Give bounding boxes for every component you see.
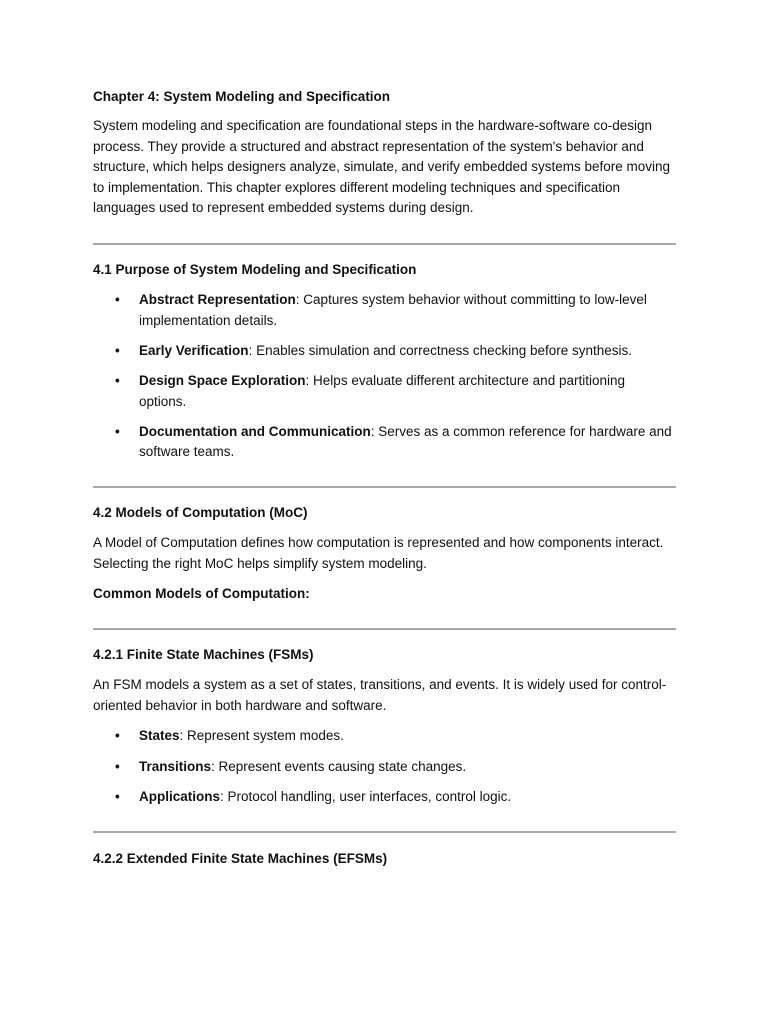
- section-divider: [93, 628, 676, 630]
- bullet-text: : Represent system modes.: [179, 728, 344, 744]
- section-divider: [93, 486, 676, 488]
- section-4-2-paragraph: A Model of Computation defines how computation is represented and how components interact. Selecting the right MoC helps simplify system modeling.: [93, 534, 664, 571]
- section-4-2-1-heading: 4.2.1 Finite State Machines (FSMs): [93, 647, 314, 663]
- section-4-1-bullet-list: [93, 290, 676, 463]
- list-item: [115, 726, 676, 747]
- section-4-2-1-paragraph: An FSM models a system as a set of states, transitions, and events. It is widely used for control-oriented behavior in both hardware and software.: [93, 677, 667, 713]
- bullet-text: : Serves as a common reference for hardware and software teams.: [139, 423, 672, 460]
- common-models-subheading: Common Models of Computation:: [93, 586, 310, 602]
- bullet-term: Documentation and Communication: [139, 423, 371, 439]
- bullet-text: : Protocol handling, user interfaces, control logic.: [220, 789, 512, 805]
- bullet-term: Early Verification: [139, 342, 249, 358]
- section-divider: [93, 243, 676, 245]
- list-item: [115, 422, 676, 463]
- chapter-intro-paragraph: System modeling and specification are foundational steps in the hardware-software co-design process. They provide a structured and abstract representation of the system's behavior and structure, which helps designers analyze, simulate, and verify embedded systems before moving to implementation. This chapter explores different modeling techniques and specification languages used to represent embedded systems during design.: [93, 118, 671, 216]
- section-4-1-heading: 4.1 Purpose of System Modeling and Specification: [93, 261, 417, 277]
- bullet-icon: •: [115, 758, 120, 774]
- bullet-icon: •: [115, 342, 120, 358]
- section-4-2-heading: 4.2 Models of Computation (MoC): [93, 504, 308, 520]
- bullet-term: Abstract Representation: [139, 291, 296, 307]
- bullet-term: States: [139, 728, 180, 744]
- bullet-term: Design Space Exploration: [139, 372, 306, 388]
- section-4-2-2-heading: 4.2.2 Extended Finite State Machines (EFSMs): [93, 851, 388, 867]
- bullet-text: : Enables simulation and correctness checking before synthesis.: [248, 342, 633, 358]
- bullet-icon: •: [115, 291, 120, 307]
- bullet-icon: •: [115, 728, 120, 744]
- list-item: [115, 290, 676, 331]
- bullet-text: : Helps evaluate different architecture and partitioning options.: [139, 372, 625, 409]
- bullet-icon: •: [115, 423, 120, 439]
- list-item: [115, 787, 676, 808]
- bullet-text: : Represent events causing state changes.: [211, 758, 467, 774]
- bullet-icon: •: [115, 789, 120, 805]
- bullet-text: : Captures system behavior without committing to low-level implementation details.: [139, 291, 647, 328]
- list-item: [115, 757, 676, 778]
- section-divider: [93, 831, 676, 833]
- bullet-icon: •: [115, 372, 120, 388]
- bullet-term: Transitions: [139, 758, 212, 774]
- bullet-term: Applications: [139, 789, 221, 805]
- list-item: [115, 341, 676, 362]
- list-item: [115, 371, 676, 412]
- section-4-2-1-bullet-list: [93, 726, 676, 808]
- chapter-title: Chapter 4: System Modeling and Specification: [93, 89, 391, 104]
